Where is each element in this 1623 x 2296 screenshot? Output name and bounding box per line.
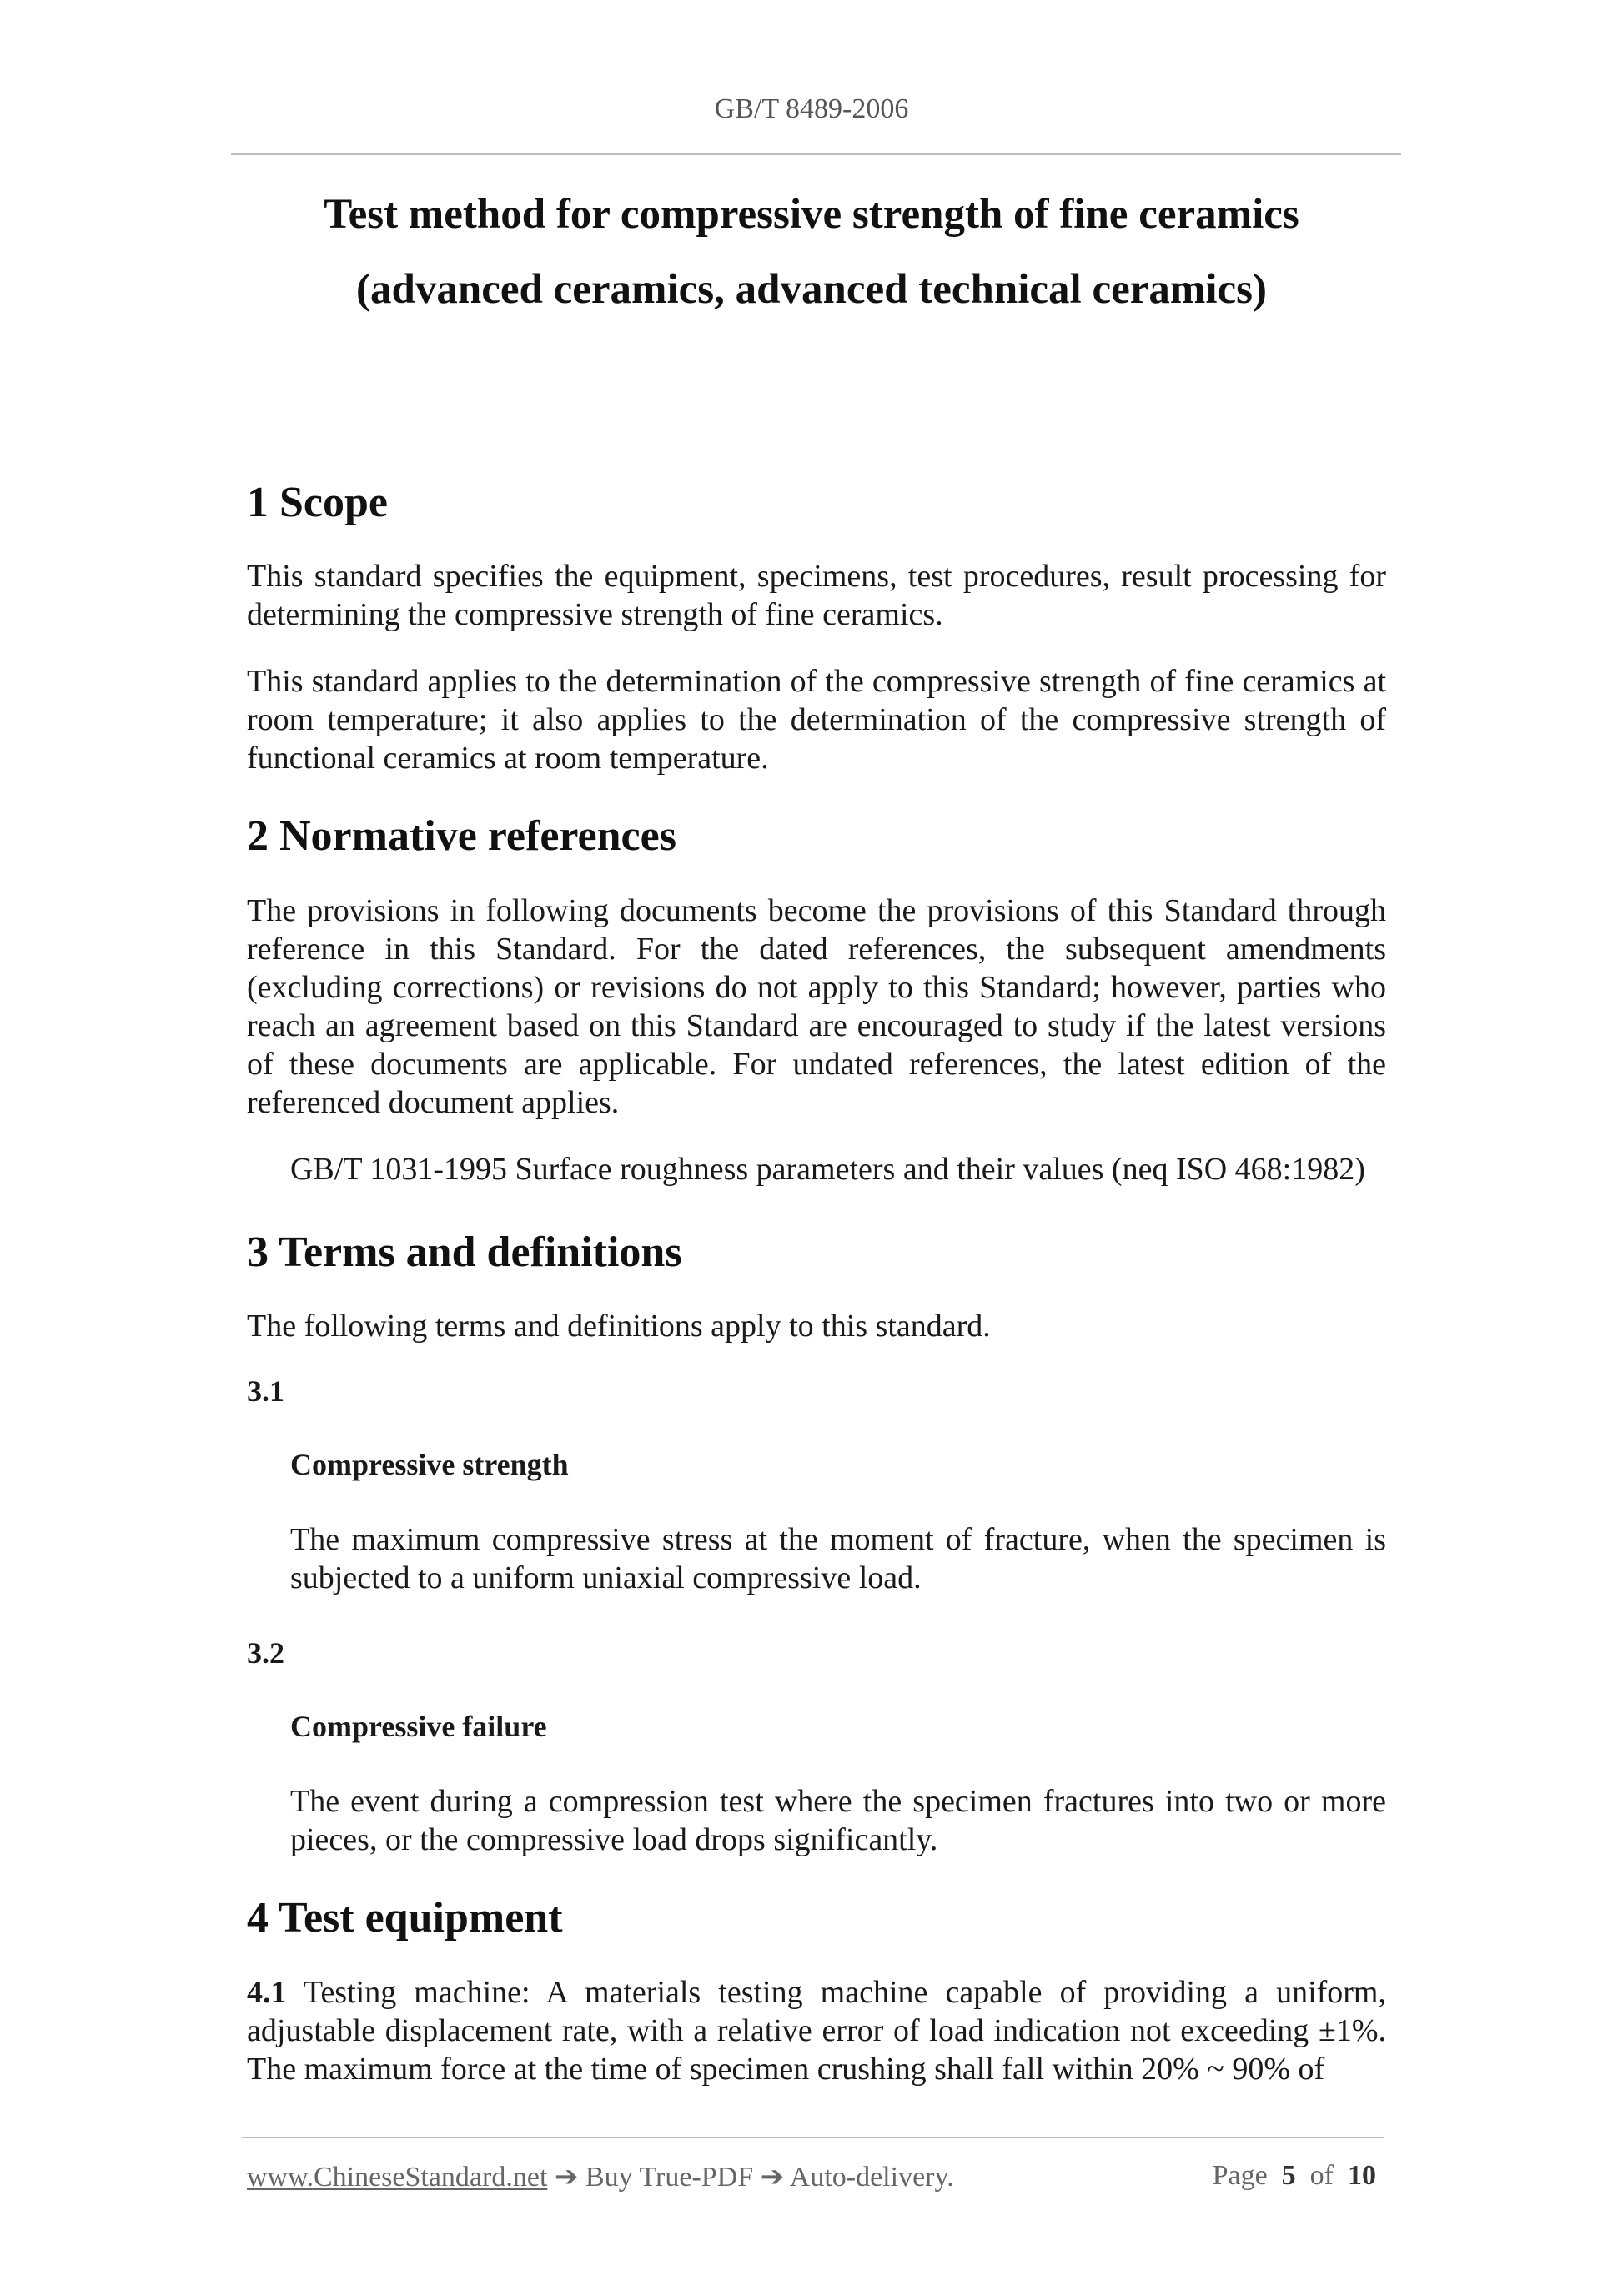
page-total: 10 — [1348, 2160, 1376, 2191]
scope-paragraph-2: This standard applies to the determination of the compressive strength of fine ceramics at room temperature; it also applies to the determination of the compressive strength of functional ceramics at room temperature. — [247, 664, 1386, 776]
arrow-right-icon: ➔ — [547, 2162, 585, 2193]
arrow-right-icon: ➔ — [753, 2162, 790, 2193]
reference-item: GB/T 1031-1995 Surface roughness parameters and their values (neq ISO 468:1982) — [290, 1151, 1365, 1187]
of-word: of — [1309, 2160, 1334, 2191]
section-heading-scope: 1 Scope — [247, 479, 388, 526]
page-number: 5 — [1281, 2160, 1296, 2191]
footer-promo — [247, 2160, 954, 2193]
term-definition: The event during a compression test where the specimen fractures into two or more pieces, or the compressive load drops significantly. — [290, 1784, 1386, 1858]
page-counter — [1213, 2160, 1376, 2192]
term-number: 3.2 — [247, 1636, 284, 1671]
document-body — [247, 477, 1386, 2117]
section-heading-test-equipment: 4 Test equipment — [247, 1894, 563, 1942]
section-heading-normative-references: 2 Normative references — [247, 812, 676, 861]
clause-text: Testing machine: A materials testing machine capable of providing a uniform, adjustable displacement rate, with a relative error of load indication not exceeding ±1%. The maximum force at the time of specimen crushing shall fall within 20% ~ 90% of — [247, 1974, 1386, 2087]
footer-divider — [242, 2137, 1384, 2138]
term-number: 3.1 — [247, 1374, 284, 1409]
delivery-text: Auto-delivery. — [789, 2162, 954, 2193]
term-name: Compressive strength — [290, 1448, 569, 1482]
references-paragraph: The provisions in following documents become the provisions of this Standard through reference in this Standard. For the dated references, the subsequent amendments (excluding corrections) or revisions do not apply to this Standard; however, parties who reach an agreement based on this Standard are encouraged to study if the latest versions of these documents are applicable. For undated references, the latest edition of the referenced document applies. — [247, 892, 1386, 1120]
equipment-paragraph — [247, 1973, 1386, 2088]
page-word: Page — [1212, 2160, 1268, 2191]
running-header: GB/T 8489-2006 — [714, 93, 909, 124]
document-title-line-1: Test method for compressive strength of fine ceramics — [324, 191, 1299, 238]
document-title-line-2: (advanced ceramics, advanced technical ceramics) — [356, 266, 1267, 313]
terms-intro: The following terms and definitions apply to this standard. — [247, 1309, 991, 1344]
header-divider — [231, 153, 1401, 155]
scope-paragraph-1: This standard specifies the equipment, specimens, test procedures, result processing for determining the compressive strength of fine ceramics. — [247, 559, 1386, 633]
term-definition: The maximum compressive stress at the moment of fracture, when the specimen is subjected to a uniform uniaxial compressive load. — [290, 1522, 1386, 1596]
section-heading-terms: 3 Terms and definitions — [247, 1228, 682, 1276]
clause-number: 4.1 — [247, 1974, 287, 2010]
buy-text: Buy True-PDF — [585, 2162, 754, 2193]
term-name: Compressive failure — [290, 1710, 547, 1744]
website-link[interactable]: www.ChineseStandard.net — [247, 2162, 548, 2193]
